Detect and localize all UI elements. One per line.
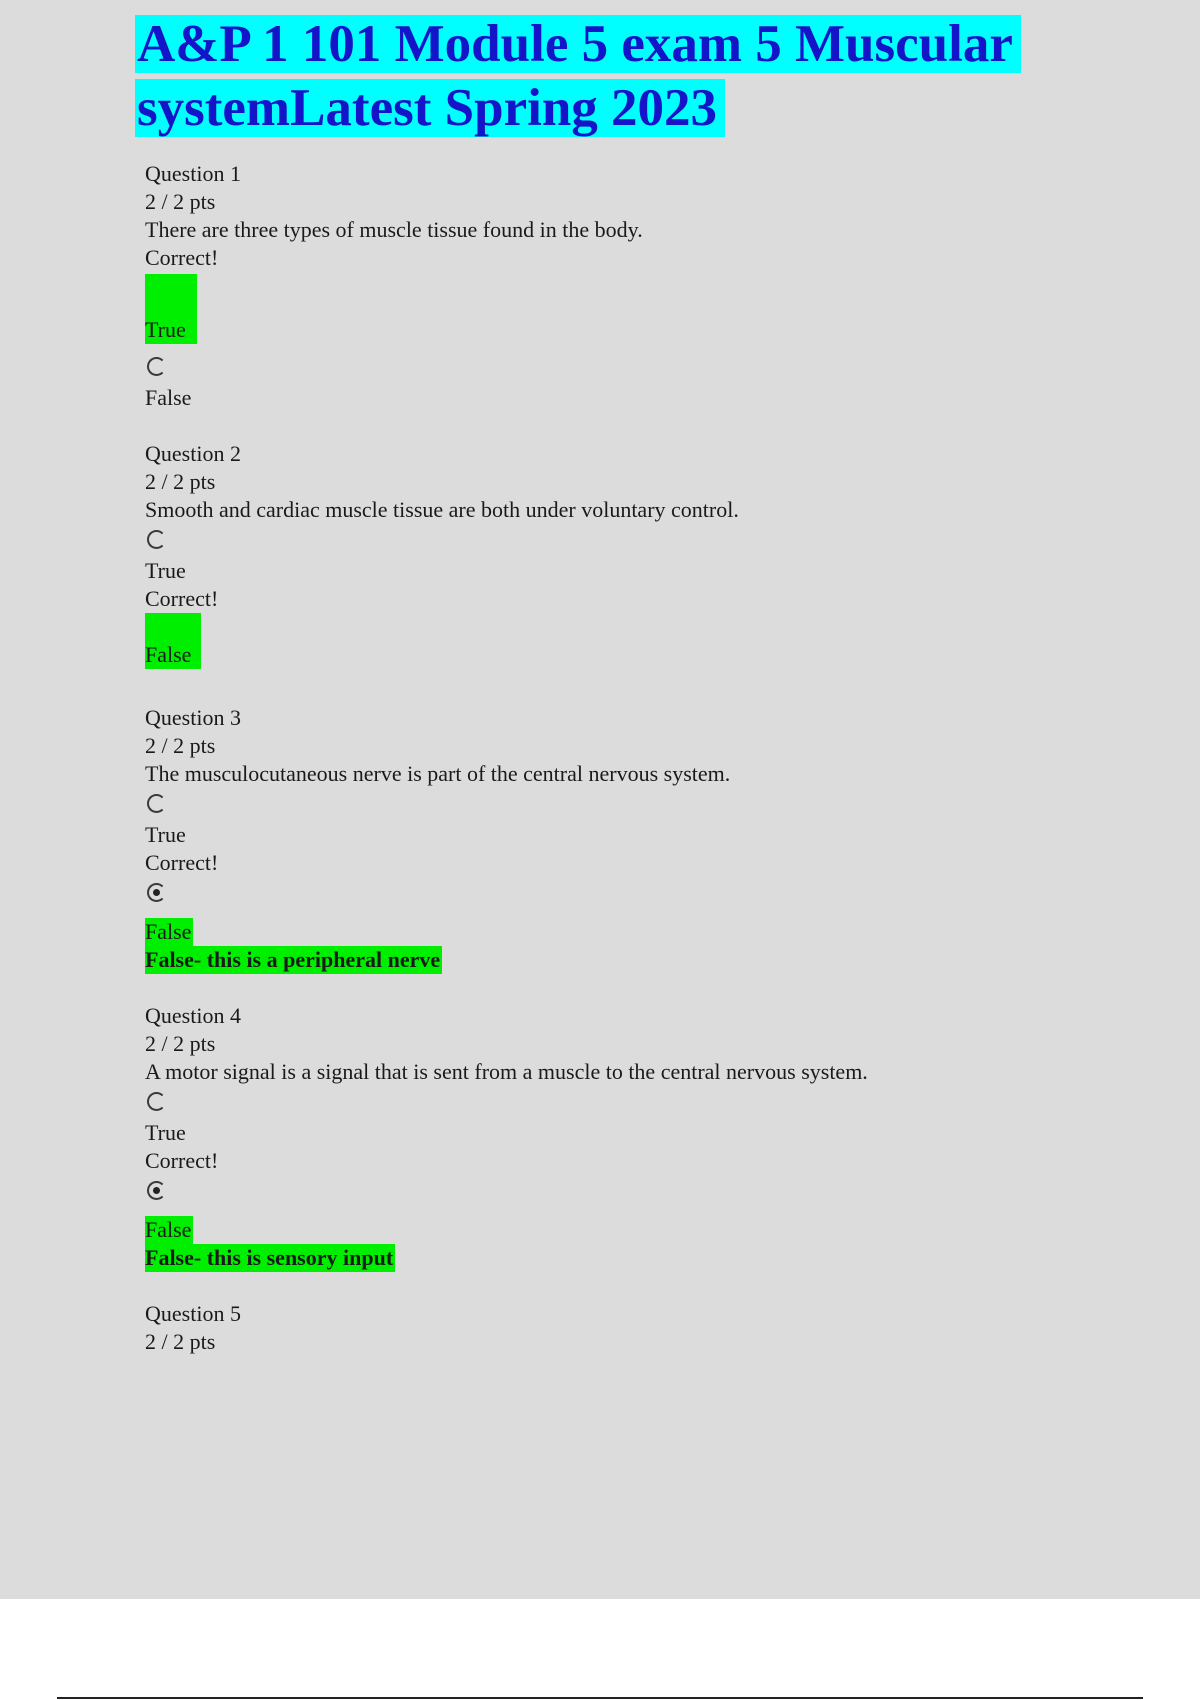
question-label: Question 4 bbox=[145, 1003, 241, 1028]
correct-label: Correct! bbox=[145, 245, 219, 270]
question-points: 2 / 2 pts bbox=[145, 469, 216, 494]
answer-true-label[interactable]: True bbox=[145, 1120, 186, 1145]
answer-false-label: False bbox=[145, 642, 192, 667]
question-label: Question 5 bbox=[145, 1301, 241, 1326]
question-label: Question 1 bbox=[145, 161, 241, 186]
question-text: Smooth and cardiac muscle tissue are both under voluntary control. bbox=[145, 497, 739, 522]
radio-icon[interactable] bbox=[147, 357, 166, 376]
question-points: 2 / 2 pts bbox=[145, 1031, 216, 1056]
quiz-content bbox=[145, 160, 1145, 1356]
question-text: A motor signal is a signal that is sent from a muscle to the central nervous system. bbox=[145, 1059, 868, 1084]
title-line-1: A&P 1 101 Module 5 exam 5 Muscular bbox=[135, 15, 1021, 73]
question-3 bbox=[145, 704, 1145, 974]
question-1 bbox=[145, 160, 1145, 412]
answer-true-label[interactable]: True bbox=[145, 822, 186, 847]
question-label: Question 2 bbox=[145, 441, 241, 466]
answer-false-label[interactable]: False bbox=[145, 919, 192, 944]
radio-selected-icon[interactable] bbox=[147, 883, 166, 902]
question-2 bbox=[145, 440, 1145, 676]
question-text: There are three types of muscle tissue found in the body. bbox=[145, 217, 643, 242]
answer-explanation: False- this is a peripheral nerve bbox=[145, 947, 441, 972]
answer-true-highlighted[interactable] bbox=[145, 274, 197, 344]
answer-false-highlighted[interactable] bbox=[145, 613, 201, 669]
title-line-2: systemLatest Spring 2023 bbox=[135, 79, 725, 137]
answer-false-label[interactable]: False bbox=[145, 385, 192, 410]
correct-label: Correct! bbox=[145, 586, 219, 611]
page-divider bbox=[57, 1697, 1143, 1699]
answer-explanation: False- this is sensory input bbox=[145, 1245, 394, 1270]
question-label: Question 3 bbox=[145, 705, 241, 730]
radio-selected-icon[interactable] bbox=[147, 1181, 166, 1200]
question-text: The musculocutaneous nerve is part of the central nervous system. bbox=[145, 761, 731, 786]
correct-label: Correct! bbox=[145, 850, 219, 875]
question-points: 2 / 2 pts bbox=[145, 189, 216, 214]
radio-icon[interactable] bbox=[147, 530, 166, 549]
question-points: 2 / 2 pts bbox=[145, 1329, 216, 1354]
question-4 bbox=[145, 1002, 1145, 1272]
question-points: 2 / 2 pts bbox=[145, 733, 216, 758]
document-title bbox=[135, 12, 1135, 140]
radio-icon[interactable] bbox=[147, 1092, 166, 1111]
question-5 bbox=[145, 1300, 1145, 1356]
answer-true-label[interactable]: True bbox=[145, 558, 186, 583]
radio-icon[interactable] bbox=[147, 794, 166, 813]
correct-label: Correct! bbox=[145, 1148, 219, 1173]
answer-true-label: True bbox=[145, 317, 186, 342]
answer-false-label[interactable]: False bbox=[145, 1217, 192, 1242]
